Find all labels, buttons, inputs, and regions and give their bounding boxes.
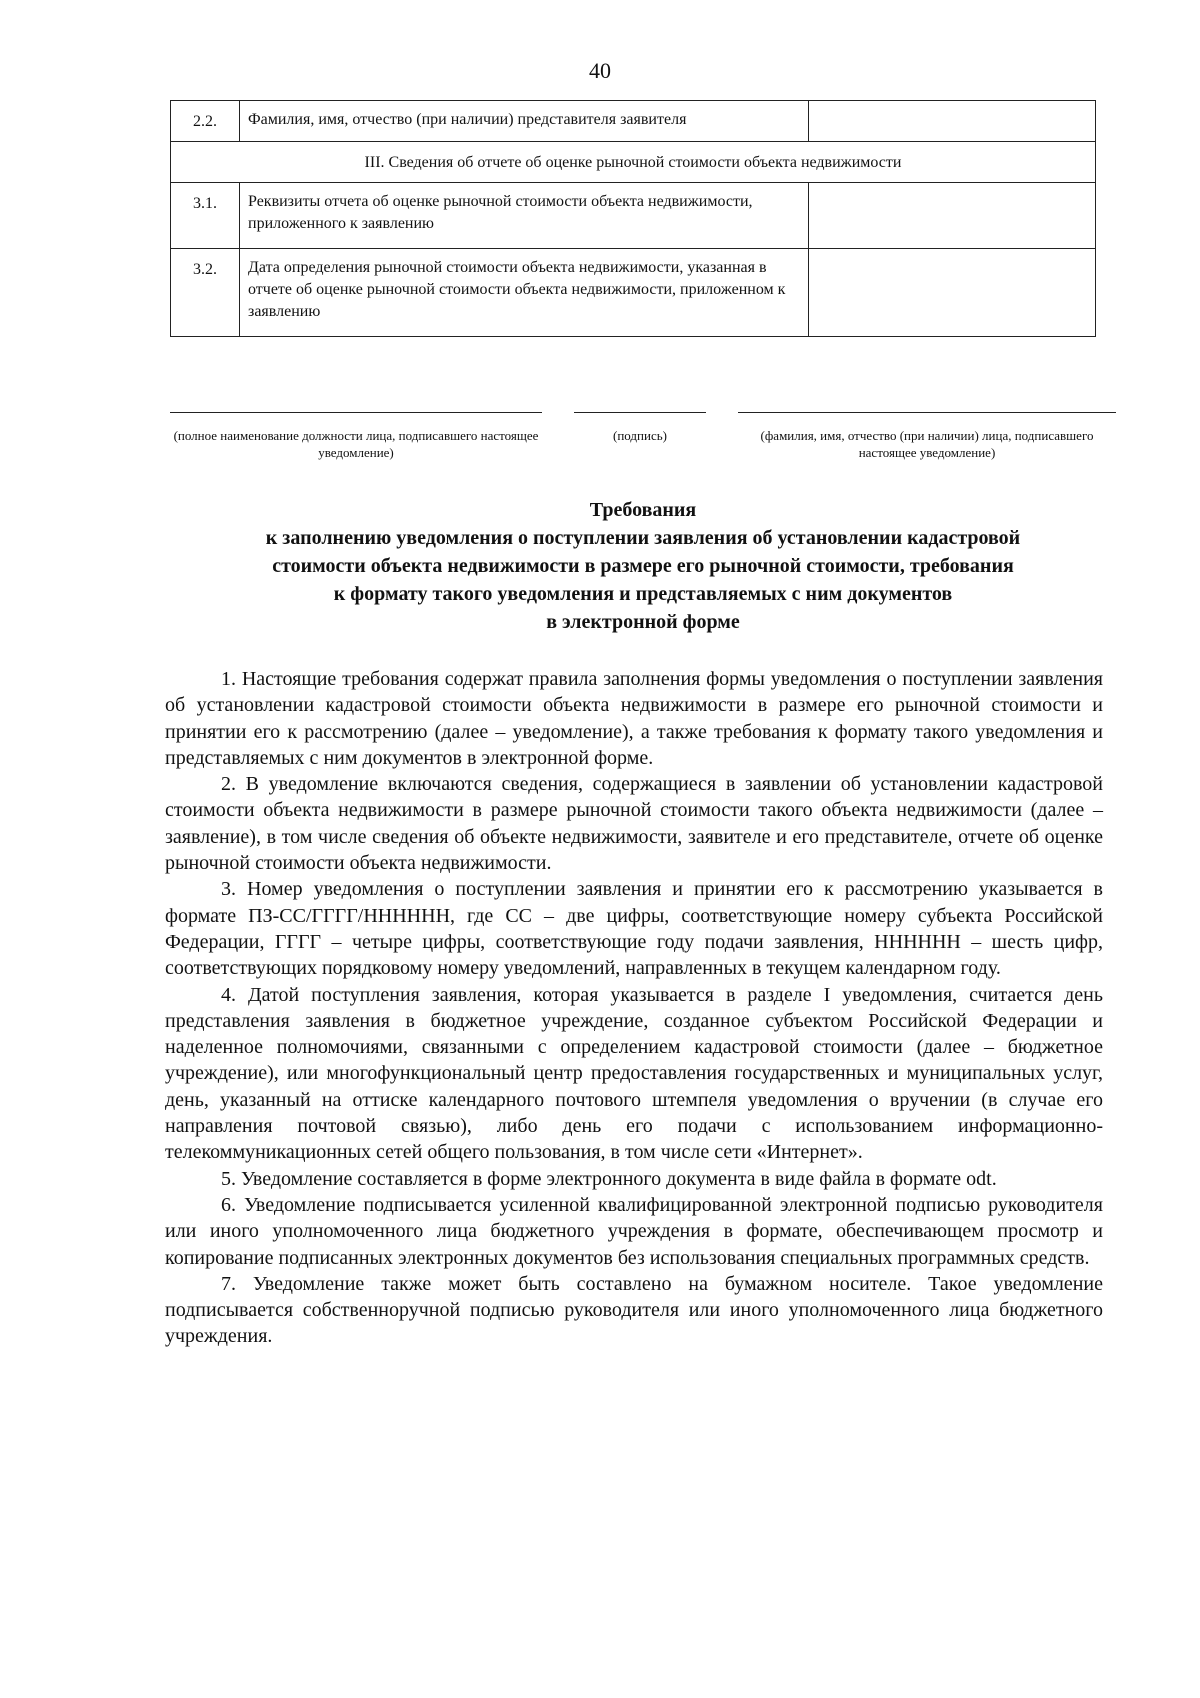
paragraph-2: 2. В уведомление включаются сведения, содержащиеся в заявлении об установлении кадастровой стоимости объекта недвижимости в размере рыночной стоимости такого объекта недвижимости (далее – заявление), в том числе сведения об объекте недвижимости, заявителе и его представителе, отчете об оценке рыночной стоимости объекта недвижимости. <box>165 773 1103 875</box>
table-row <box>171 249 1096 337</box>
row-value <box>809 183 1096 249</box>
position-caption: (полное наименование должности лица, подписавшего настоящее уведомление) <box>173 428 539 460</box>
page-number: 40 <box>589 58 611 83</box>
form-table <box>170 100 1096 337</box>
row-label: Реквизиты отчета об оценке рыночной стоимости объекта недвижимости, приложенного к заявлению <box>240 183 809 249</box>
name-caption: (фамилия, имя, отчество (при наличии) лица, подписавшего настоящее уведомление) <box>760 428 1094 460</box>
paragraph-4: 4. Датой поступления заявления, которая указывается в разделе I уведомления, считается день представления заявления в бюджетное учреждение, созданное субъектом Российской Федерации и наделенное полномочиями, связанными с определением кадастровой стоимости (далее – бюджетное учреждение), или многофункциональный центр предоставления государственных и муниципальных услуг, день, указанный на оттиске календарного почтового штемпеля уведомления о вручении (в случае его направления почтовой связью), либо день его подачи с использованием информационно-телекоммуникационных сетей общего пользования, в том числе сети «Интернет». <box>165 983 1103 1164</box>
position-signature-field <box>170 412 542 461</box>
row-label: Фамилия, имя, отчество (при наличии) представителя заявителя <box>240 101 809 142</box>
name-line <box>738 412 1116 413</box>
paragraph-3: 3. Номер уведомления о поступлении заявления и принятии его к рассмотрению указывается в формате ПЗ-СС/ГГГГ/НННННН, где СС – две цифры, соответствующие номеру субъекта Российской Федерации, ГГГГ – четыре цифры, соответствующие году подачи заявления, НННННН – шесть цифр, соответствующих порядковому номеру уведомлений, направленных в текущем календарном году. <box>165 878 1103 980</box>
requirements-subtitle-line: к заполнению уведомления о поступлении заявления об установлении кадастровой <box>265 527 1021 549</box>
signature-line <box>574 412 706 413</box>
paragraph-5: 5. Уведомление составляется в форме электронного документа в виде файла в формате odt. <box>221 1167 997 1190</box>
requirements-body <box>165 666 1103 1350</box>
section-title: III. Сведения об отчете об оценке рыночной стоимости объекта недвижимости <box>171 142 1096 183</box>
position-line <box>170 412 542 413</box>
section-header-row <box>171 142 1096 183</box>
signature-field <box>574 412 706 444</box>
requirements-title: Требования <box>589 499 697 521</box>
requirements-subtitle-line: в электронной форме <box>546 611 740 633</box>
table-row <box>171 183 1096 249</box>
row-value <box>809 249 1096 337</box>
signature-caption: (подпись) <box>613 428 667 443</box>
paragraph-7: 7. Уведомление также может быть составлено на бумажном носителе. Такое уведомление подписывается собственноручной подписью руководителя или иного уполномоченного лица бюджетного учреждения. <box>165 1272 1103 1348</box>
row-value <box>809 101 1096 142</box>
requirements-heading <box>170 496 1116 636</box>
paragraph-6: 6. Уведомление подписывается усиленной квалифицированной электронной подписью руководителя или иного уполномоченного лица бюджетного учреждения в формате, обеспечивающем просмотр и копирование подписанных электронных документов без использования специальных программных средств. <box>165 1193 1103 1269</box>
row-number: 3.1. <box>171 183 240 249</box>
requirements-subtitle-line: к формату такого уведомления и представляемых с ним документов <box>333 583 953 605</box>
row-number: 3.2. <box>171 249 240 337</box>
row-label: Дата определения рыночной стоимости объекта недвижимости, указанная в отчете об оценке рыночной стоимости объекта недвижимости, приложенном к заявлению <box>240 249 809 337</box>
requirements-subtitle-line: стоимости объекта недвижимости в размере его рыночной стоимости, требования <box>272 555 1014 577</box>
signature-block <box>170 412 1116 472</box>
table-row <box>171 101 1096 142</box>
paragraph-1: 1. Настоящие требования содержат правила заполнения формы уведомления о поступлении заявления об установлении кадастровой стоимости объекта недвижимости в размере его рыночной стоимости и принятии его к рассмотрению (далее – уведомление), а также требования к формату такого уведомления и представляемых с ним документов в электронной форме. <box>165 668 1103 769</box>
name-signature-field <box>738 412 1116 461</box>
row-number: 2.2. <box>171 101 240 142</box>
